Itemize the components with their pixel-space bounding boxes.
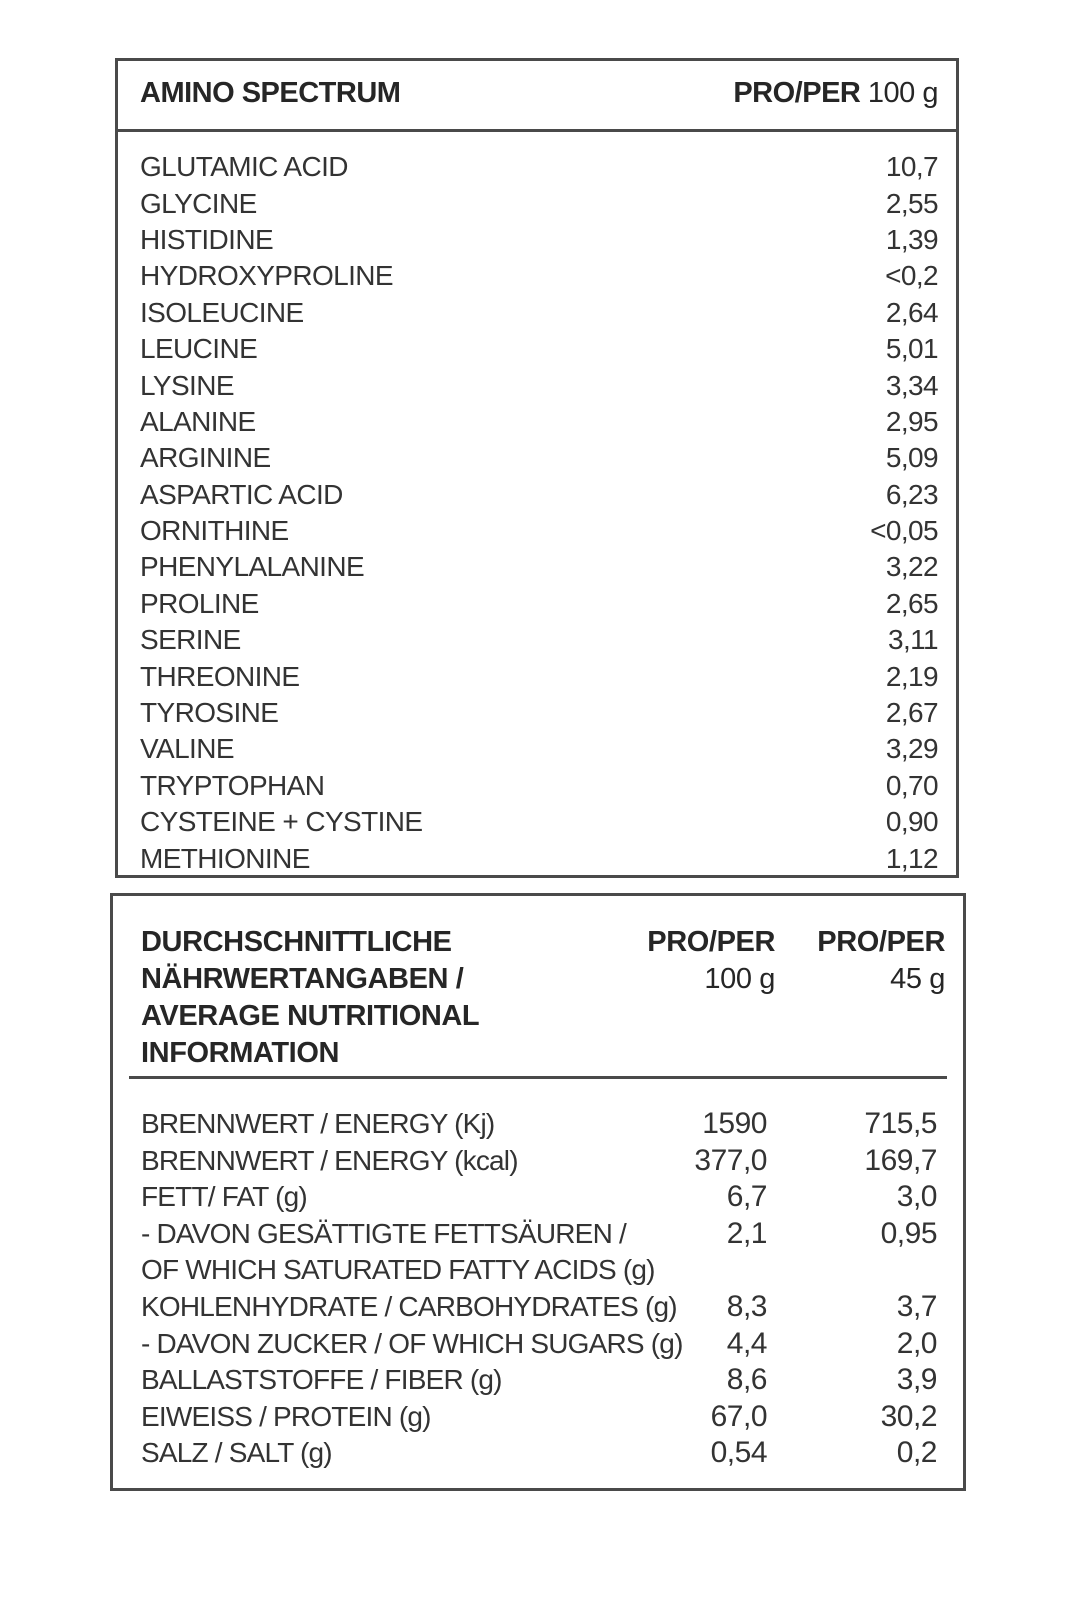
nutrition-row [141,1252,937,1289]
nutrition-row [141,1362,937,1399]
amino-name: CYSTEINE + CYSTINE [140,806,423,838]
amino-name: PHENYLALANINE [140,551,365,583]
nutrient-value-per-45g: 2,0 [896,1326,937,1360]
amino-value: 2,67 [885,697,938,729]
header-divider [129,1076,947,1079]
nutrient-label: BRENNWERT / ENERGY (Kj) [141,1108,495,1139]
amino-row [140,295,938,331]
amino-spectrum-table [115,58,959,878]
amino-row [140,840,938,876]
amino-name: ORNITHINE [140,515,289,547]
nutrient-value-per-45g: 3,0 [896,1180,937,1214]
nutrient-value-per-45g: 0,2 [896,1436,937,1470]
amino-name: GLUTAMIC ACID [140,151,348,183]
amino-value: 3,34 [885,369,938,401]
column-header-label: PRO/PER [647,926,775,958]
nutrient-value-per-100g: 8,3 [726,1289,767,1323]
amino-value: 6,23 [885,478,938,510]
amino-rows [140,149,938,877]
nutrition-title-line: INFORMATION [141,1037,340,1069]
amino-value: 3,11 [887,624,938,656]
amino-value: 1,12 [885,842,938,874]
nutrient-value-per-100g: 1590 [702,1107,767,1140]
nutrition-row [141,1399,937,1436]
nutrition-row [141,1216,937,1253]
nutrient-label: BRENNWERT / ENERGY (kcal) [141,1144,518,1176]
amino-value: 1,39 [885,223,938,255]
nutrient-label: EIWEISS / PROTEIN (g) [141,1400,431,1432]
amino-row [140,658,938,694]
amino-name: LYSINE [140,369,234,401]
amino-table-title: AMINO SPECTRUM [140,77,401,109]
amino-name: ISOLEUCINE [140,296,304,328]
amino-name: HISTIDINE [140,223,274,255]
nutrition-table-title [141,924,479,1072]
amino-row [140,440,938,476]
amino-value: 5,09 [885,442,938,474]
amino-name: METHIONINE [140,842,310,874]
amino-row [140,622,938,658]
amino-per-unit: 100 g [860,77,938,109]
amino-row [140,695,938,731]
amino-row [140,404,938,440]
amino-value: 2,55 [885,187,938,219]
amino-value: 2,95 [885,405,938,437]
amino-value: 2,64 [885,296,938,328]
nutrient-label: - DAVON GESÄTTIGTE FETTSÄUREN / [141,1217,626,1249]
amino-name: PROLINE [140,587,259,619]
nutrient-value-per-45g: 3,9 [896,1363,937,1397]
amino-name: ASPARTIC ACID [140,478,343,510]
nutrient-value-per-45g: 3,7 [896,1289,937,1323]
column-header-unit: 100 g [704,963,775,995]
amino-name: VALINE [140,733,234,765]
column-header-per-45g [817,924,945,998]
amino-row [140,513,938,549]
amino-value: 10,7 [885,151,938,183]
amino-row [140,731,938,767]
amino-value: 3,22 [885,551,938,583]
amino-name: LEUCINE [140,333,258,365]
amino-value: 2,65 [885,587,938,619]
nutrition-table [110,893,966,1491]
amino-per-column-header [733,77,938,110]
nutrient-label: KOHLENHYDRATE / CARBOHYDRATES (g) [141,1290,677,1322]
amino-per-label: PRO/PER [733,77,861,109]
nutrient-label: OF WHICH SATURATED FATTY ACIDS (g) [141,1254,655,1286]
nutrient-label: BALLASTSTOFFE / FIBER (g) [141,1364,502,1396]
nutrient-value-per-100g: 0,54 [710,1436,767,1470]
amino-row [140,331,938,367]
nutrient-label: - DAVON ZUCKER / OF WHICH SUGARS (g) [141,1327,683,1359]
nutrient-value-per-45g: 0,95 [880,1216,937,1250]
amino-row [140,477,938,513]
amino-table-header [118,61,956,132]
amino-name: TYROSINE [140,697,279,729]
nutrition-title-line: NÄHRWERTANGABEN / [141,963,464,995]
amino-row [140,549,938,585]
amino-row [140,222,938,258]
nutrient-label: FETT/ FAT (g) [141,1181,307,1213]
amino-value: 0,70 [885,769,938,801]
amino-row [140,258,938,294]
nutrient-value-per-45g: 715,5 [864,1107,937,1140]
nutrition-row [141,1289,937,1326]
nutrient-value-per-45g: 169,7 [864,1143,937,1177]
amino-value: 2,19 [885,660,938,692]
amino-name: ARGININE [140,442,271,474]
column-header-unit: 45 g [890,963,945,995]
nutrition-row [141,1326,937,1363]
amino-value: <0,05 [870,515,938,547]
nutrient-value-per-45g: 30,2 [880,1399,937,1433]
amino-name: ALANINE [140,405,256,437]
amino-value: <0,2 [885,260,938,292]
amino-name: GLYCINE [140,187,257,219]
nutrition-row [141,1106,937,1143]
amino-row [140,768,938,804]
nutrition-row [141,1179,937,1216]
nutrient-value-per-100g: 4,4 [726,1326,767,1360]
amino-value: 5,01 [885,333,938,365]
amino-value: 0,90 [885,806,938,838]
nutrition-rows [141,1106,937,1472]
nutrient-value-per-100g: 8,6 [726,1363,767,1397]
amino-row [140,367,938,403]
nutrient-value-per-100g: 67,0 [710,1399,767,1433]
nutrition-title-line: AVERAGE NUTRITIONAL [141,1000,480,1032]
nutrient-value-per-100g: 6,7 [726,1180,767,1214]
nutrition-row [141,1143,937,1180]
amino-row [140,149,938,185]
amino-name: SERINE [140,624,241,656]
nutrition-row [141,1435,937,1472]
amino-row [140,185,938,221]
amino-row [140,586,938,622]
amino-row [140,804,938,840]
amino-name: THREONINE [140,660,300,692]
amino-name: HYDROXYPROLINE [140,260,393,292]
column-header-label: PRO/PER [817,926,945,958]
amino-name: TRYPTOPHAN [140,769,325,801]
nutrient-value-per-100g: 377,0 [694,1143,767,1177]
column-header-per-100g [647,924,775,998]
nutrient-label: SALZ / SALT (g) [141,1437,332,1469]
nutrient-value-per-100g: 2,1 [726,1216,767,1250]
amino-value: 3,29 [885,733,938,765]
nutrition-title-line: DURCHSCHNITTLICHE [141,926,452,958]
